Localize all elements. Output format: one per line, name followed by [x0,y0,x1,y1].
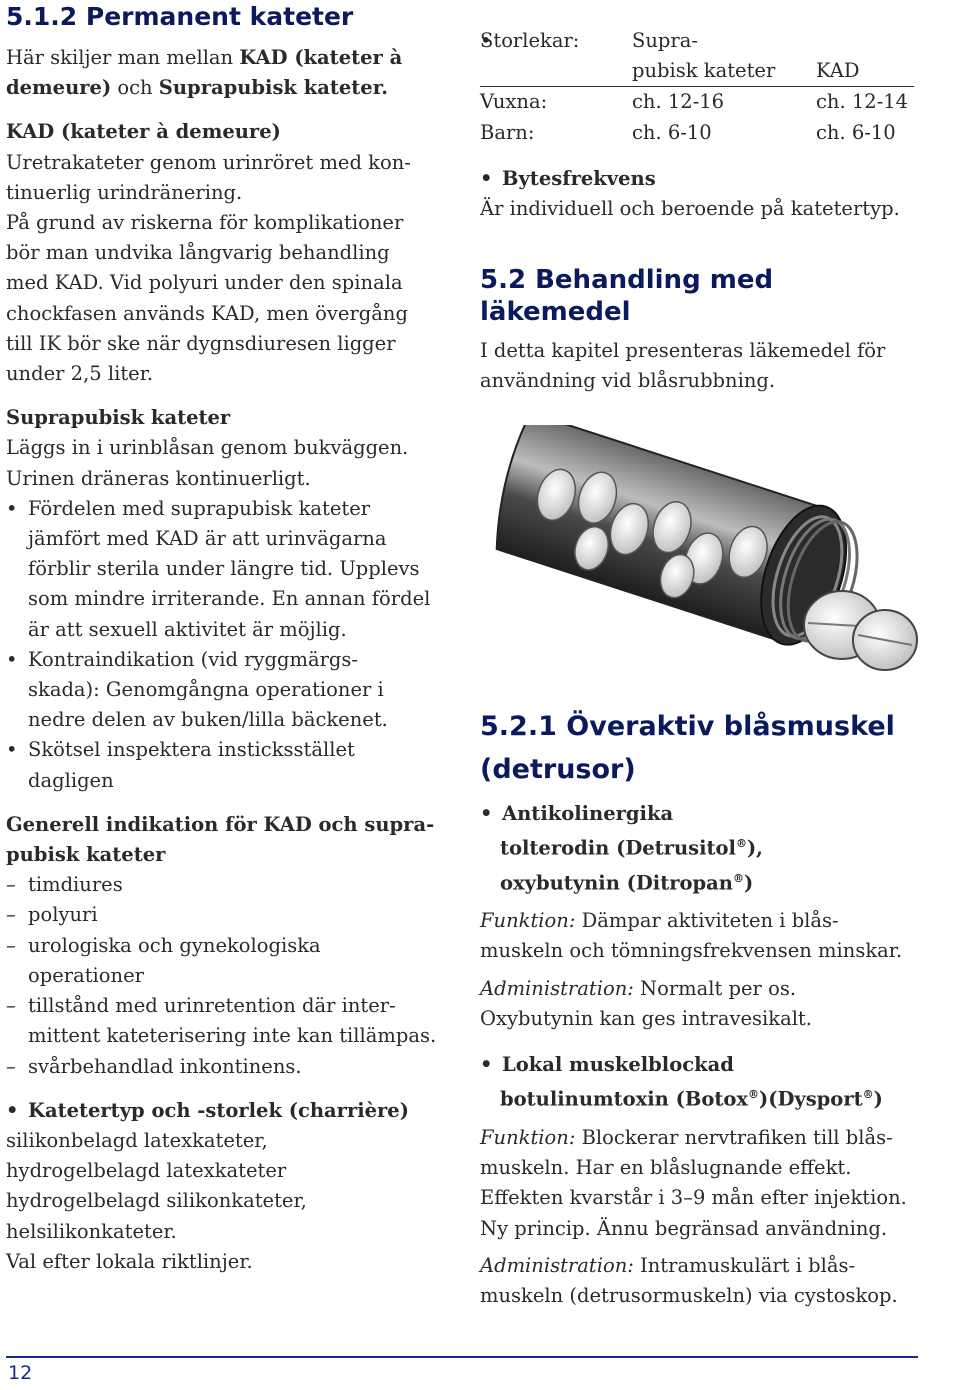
size-col-kad-head-text: KAD [816,59,860,83]
text-line: Uretrakateter genom urinröret med kon- [6,150,411,174]
indication-item-line: mittent kateterisering inte kan tillämpas. [28,1024,437,1048]
indication-item [6,931,446,991]
lokal-drug-2: )(Dysport [759,1087,863,1111]
intro-kad-term: KAD (kateter à [239,46,403,69]
section-heading-lakemedel: 5.2 Behandling med läkemedel [480,265,774,328]
text-line: Läggs in i urinblåsan genom bukväggen. [6,436,409,460]
bullet-item-line: Skötsel inspektera insticksstället [28,738,355,762]
text-line: chockfasen används KAD, men övergång [6,301,408,325]
text-line: med KAD. Vid polyuri under den spinala [6,271,403,295]
bullet-item-line: är att sexuell aktivitet är möjlig. [28,617,347,641]
supra-bullet-list [6,494,446,796]
anti-drug-1-end: ), [746,836,763,860]
indication-item [6,900,446,930]
indication-item-line: tillstånd med urinretention där inter- [28,994,396,1018]
lokal-drug-1: botulinumtoxin (Botox [500,1087,748,1111]
freq-text: Är individuell och beroende på katetertyp. [480,197,900,221]
indication-item-line: urologiska och gynekologiska [28,933,321,957]
text-line: hydrogelbelagd latexkateter [6,1159,287,1183]
anti-drug-2: oxybutynin (Ditropan [500,871,733,895]
lokal-drug-end: ) [873,1087,883,1111]
kad-heading: KAD (kateter à demeure) [6,120,281,144]
bullet-item-line: som mindre irriterande. En annan fördel [28,587,431,611]
bullet-item-line: Kontraindikation (vid ryggmärgs- [28,647,359,671]
bullet-item-line: nedre delen av buken/lilla bäckenet. [28,708,388,732]
intro-text: Här skiljer man mellan [6,46,240,69]
text-line: under 2,5 liter. [6,362,154,386]
indication-item [6,870,446,900]
anti-drug-1: tolterodin (Detrusitol [500,836,736,860]
anti-heading: • Antikolinergika [480,799,920,829]
function-line: Blockerar nervtrafiken till blås- [575,1125,893,1149]
text-line: Val efter lokala riktlinjer. [6,1249,253,1273]
indication-heading-line-2: pubisk kateter [6,843,166,867]
bullet-item [6,494,446,645]
subsection-heading-line-1: 5.2.1 Överaktiv blåsmuskel [480,710,895,742]
lokal-administration [480,1251,920,1311]
footer-rule [6,1356,918,1358]
size-row-kad: ch. 6-10 [816,120,896,144]
administration-line: muskeln (detrusormuskeln) via cystoskop. [480,1283,898,1307]
freq-heading: • Bytesfrekvens [480,164,920,194]
function-line: muskeln. Har en blåslugnande effekt. [480,1156,852,1180]
size-row-kad: ch. 12-14 [816,90,909,114]
registered-mark: ® [732,871,744,885]
text-line: bör man undvika långvarig behandling [6,241,390,265]
function-text-1: Dämpar aktiviteten i blås- [575,909,839,933]
lokal-heading: • Lokal muskelblockad [480,1050,920,1080]
bullet-item [6,645,446,736]
size-row-supra: ch. 12-16 [632,90,725,114]
size-row-name: Barn: [480,120,535,144]
bullet-item [6,735,446,795]
supra-paragraph [6,433,446,493]
size-col-supra-head-2: pubisk kateter [632,59,776,83]
catheter-type-heading: • Katetertyp och -storlek (charrière) [6,1096,446,1126]
size-col-kad-head [816,26,914,87]
size-table-header [480,26,914,87]
indication-item [6,991,446,1051]
catheter-type-list [6,1126,446,1277]
text-line: silikonbelagd latexkateter, [6,1128,268,1152]
text-line: Urinen dräneras kontinuerligt. [6,466,311,490]
indication-heading-line-1: Generell indikation för KAD och supra- [6,812,435,836]
indication-item-line: svårbehandlad inkontinens. [28,1054,302,1078]
subsection-heading-overaktiv [480,705,920,791]
size-table [480,26,914,148]
administration-label: Administration: [480,1253,634,1277]
bullet-item-line: skada): Genomgångna operationer i [28,678,384,702]
size-col-supra-head [632,26,816,87]
anti-drug-2-end: ) [743,871,754,895]
intro-supra-term: Suprapubisk kateter. [158,76,388,100]
bullet-item-line: jämfört med KAD är att urinvägarna [28,527,387,551]
registered-mark: ® [748,1088,759,1102]
text-line: användning vid blåsrubbning. [480,369,776,393]
indication-item-line: operationer [28,963,144,987]
size-row-adult [480,87,914,118]
text-line: helsilikonkateter. [6,1219,177,1243]
size-col-supra-head-1: Supra- [632,29,698,52]
anti-drugs [480,829,920,898]
right-column [480,0,920,1311]
text-line: På grund av riskerna för komplikationer [6,211,404,235]
administration-label: Administration: [480,976,634,1000]
indication-item-line: timdiures [28,873,123,897]
administration-line: Intramuskulärt i blås- [633,1253,856,1277]
bullet-item-line: Fördelen med suprapubisk kateter [28,496,371,520]
function-line: Effekten kvarstår i 3–9 mån efter injektion. [480,1186,907,1210]
lokal-function [480,1123,920,1244]
anti-function [480,906,920,966]
text-line: till IK bör ske när dygnsdiuresen ligger [6,331,396,355]
indication-heading [6,810,446,870]
text-line: I detta kapitel presenteras läkemedel för [480,339,886,363]
supra-heading: Suprapubisk kateter [6,406,231,430]
anti-administration [480,974,920,1034]
function-label: Funktion: [480,909,576,933]
left-column [6,0,446,1277]
function-text-2: muskeln och tömningsfrekvensen minskar. [480,939,903,963]
function-line: Ny princip. Ännu begränsad användning. [480,1216,888,1240]
text-line: hydrogelbelagd silikonkateter, [6,1189,307,1213]
pill-bottle-illustration [480,425,920,675]
intro-kad-term-2: demeure) [6,76,112,100]
text-line: tinuerlig urindränering. [6,180,243,204]
section-intro [480,336,920,396]
administration-text-2: Oxybutynin kan ges intravesikalt. [480,1006,812,1030]
indication-item-line: polyuri [28,903,98,927]
subsection-heading-line-2: (detrusor) [480,753,636,785]
registered-mark: ® [862,1088,874,1102]
intro-och: och [111,76,159,100]
indication-item [6,1052,446,1082]
registered-mark: ® [735,836,747,850]
indication-list [6,870,446,1081]
lokal-drugs [480,1080,920,1115]
size-row-name: Vuxna: [480,90,548,114]
bullet-item-line: förblir sterila under längre tid. Upplevs [28,557,420,581]
size-row-supra: ch. 6-10 [632,120,712,144]
kad-paragraph [6,148,446,390]
function-label: Funktion: [480,1125,576,1149]
size-row-child [480,118,914,148]
intro-paragraph [6,43,446,103]
page-number: 12 [8,1362,33,1384]
administration-text-1: Normalt per os. [633,976,797,1000]
section-heading-permanent-kateter: 5.1.2 Permanent kateter [6,2,354,31]
bullet-item-line: dagligen [28,768,114,792]
size-label: • Storlekar: [480,26,632,87]
